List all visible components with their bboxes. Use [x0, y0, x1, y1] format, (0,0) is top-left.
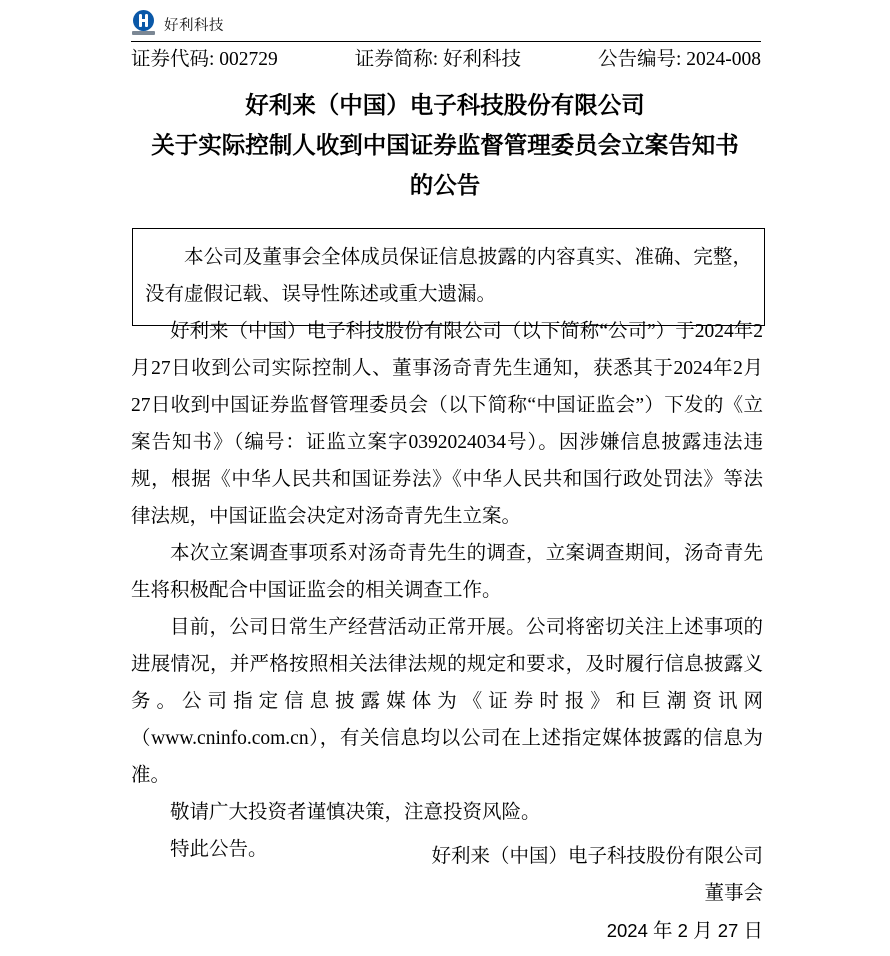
logo-h-crossbar-shape — [140, 19, 147, 22]
signature-date-month: 2 — [677, 920, 688, 941]
signature-date-day: 27 — [717, 920, 739, 941]
logo-wordmark: 好利科技 — [164, 17, 224, 34]
title-line-company: 好利来（中国）电子科技股份有限公司 — [245, 93, 645, 119]
signature-company: 好利来（中国）电子科技股份有限公司 — [431, 846, 763, 867]
signature-date-month-unit: 月 — [693, 921, 713, 942]
paragraph-2: 本次立案调查事项系对汤奇青先生的调查，立案调查期间，汤奇青先生将积极配合中国证监会的相关调查工作。 — [131, 543, 763, 601]
document-header-row — [131, 47, 761, 72]
security-code-label: 证券代码: 002729 — [131, 49, 278, 70]
holi-tech-logo-icon — [131, 10, 157, 36]
paragraph-5: 特此公告。 — [170, 839, 268, 860]
security-name-label: 证券简称: 好利科技 — [354, 49, 522, 70]
page-title — [115, 86, 775, 206]
disclaimer-box — [132, 228, 765, 326]
announcement-number-label: 公告编号: 2024-008 — [597, 49, 761, 70]
title-line-subject: 关于实际控制人收到中国证券监督管理委员会立案告知书 — [151, 133, 739, 159]
body-content — [131, 313, 763, 868]
paragraph-1: 好利来（中国）电子科技股份有限公司（以下简称“公司”）于2024年2月27日收到公司实际控制人、董事汤奇青先生通知，获悉其于2024年2月27日收到中国证券监督管理委员会（以下简称“中国证监会”）下发的《立案告知书》（编号：证监立案字0392024034号）。因涉嫌信息披露违法违规，根据《中华人民共和国证券法》《中华人民共和国行政处罚法》等法律法规，中国证监会决定对汤奇青先生立案。 — [131, 321, 763, 527]
paragraph-4: 敬请广大投资者谨慎决策，注意投资风险。 — [170, 802, 541, 823]
masthead-divider — [131, 41, 761, 42]
signature-block — [131, 838, 763, 950]
paragraph-3: 目前，公司日常生产经营活动正常开展。公司将密切关注上述事项的进展情况，并严格按照相关法律法规的规定和要求，及时履行信息披露义务。公司指定信息披露媒体为《证券时报》和巨潮资讯网（www.cninfo.com.cn），有关信息均以公司在上述指定媒体披露的信息为准。 — [131, 617, 763, 786]
title-line-suffix: 的公告 — [409, 173, 481, 199]
masthead — [131, 6, 224, 40]
signature-date-year: 2024 — [606, 920, 648, 941]
signature-date — [131, 912, 763, 950]
signature-board: 董事会 — [704, 883, 763, 904]
disclaimer-text: 本公司及董事会全体成员保证信息披露的内容真实、准确、完整，没有虚假记载、误导性陈述或重大遗漏。 — [145, 247, 752, 305]
signature-date-day-unit: 日 — [743, 921, 763, 942]
logo-h-letter-shape — [139, 14, 148, 27]
signature-date-year-unit: 年 — [653, 921, 673, 942]
logo-base-bar-shape — [132, 31, 155, 35]
